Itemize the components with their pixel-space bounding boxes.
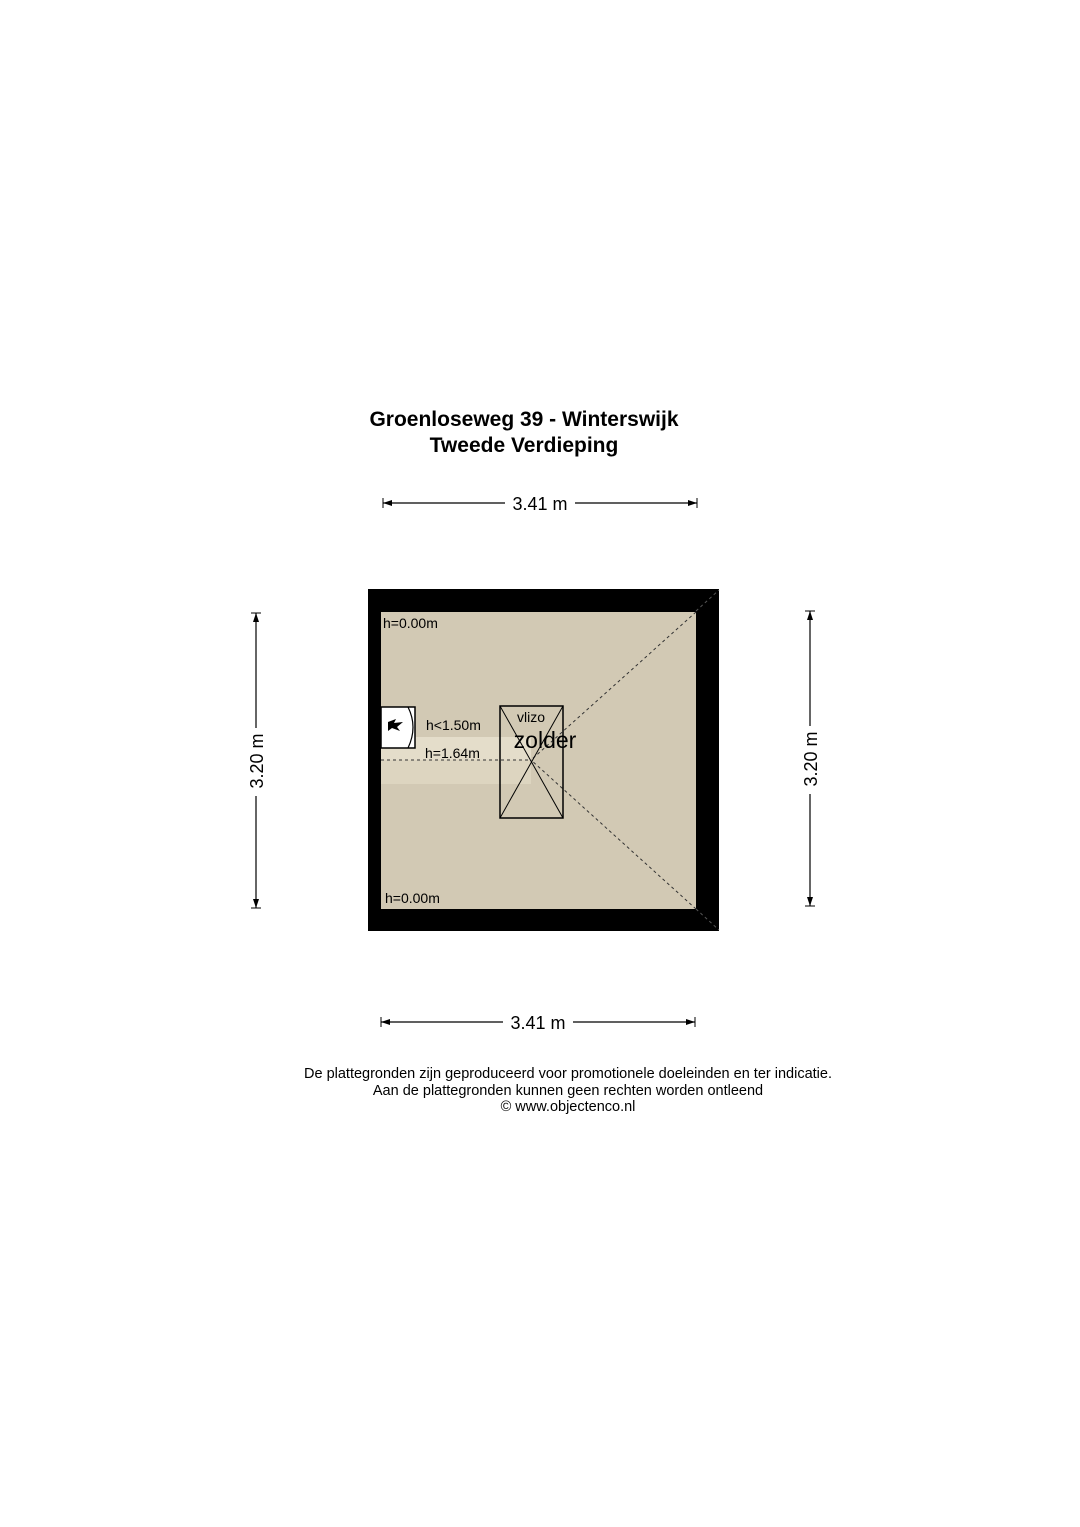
height-label-ridge: h=1.64m — [425, 745, 480, 761]
disclaimer-line-2: Aan de plattegronden kunnen geen rechten worden ontleend — [372, 1083, 764, 1099]
copyright-line: © www.objectenco.nl — [500, 1099, 636, 1115]
room-name: zolder — [513, 727, 577, 753]
dimension-top — [383, 494, 697, 514]
disclaimer-line-1: De plattegronden zijn geproduceerd voor promotionele doeleinden en ter indicatie. — [304, 1066, 832, 1082]
ridge-band-lower — [381, 760, 531, 784]
height-label-top-left: h=0.00m — [383, 615, 438, 631]
hatch-label: vlizo — [516, 709, 546, 725]
dimension-right-label: 3.20 m — [801, 731, 821, 787]
address-title: Groenloseweg 39 - Winterswijk — [369, 408, 679, 431]
dimension-left — [247, 613, 267, 908]
height-label-bottom-left: h=0.00m — [385, 890, 440, 906]
dimension-bottom-label: 3.41 m — [510, 1013, 566, 1033]
dimension-bottom — [381, 1013, 695, 1033]
dimension-top-label: 3.41 m — [512, 494, 568, 514]
boiler-icon — [381, 707, 415, 748]
floor-title: Tweede Verdieping — [429, 434, 619, 457]
dimension-right — [801, 611, 821, 906]
height-label-under: h<1.50m — [426, 717, 481, 733]
dimension-left-label: 3.20 m — [247, 733, 267, 789]
